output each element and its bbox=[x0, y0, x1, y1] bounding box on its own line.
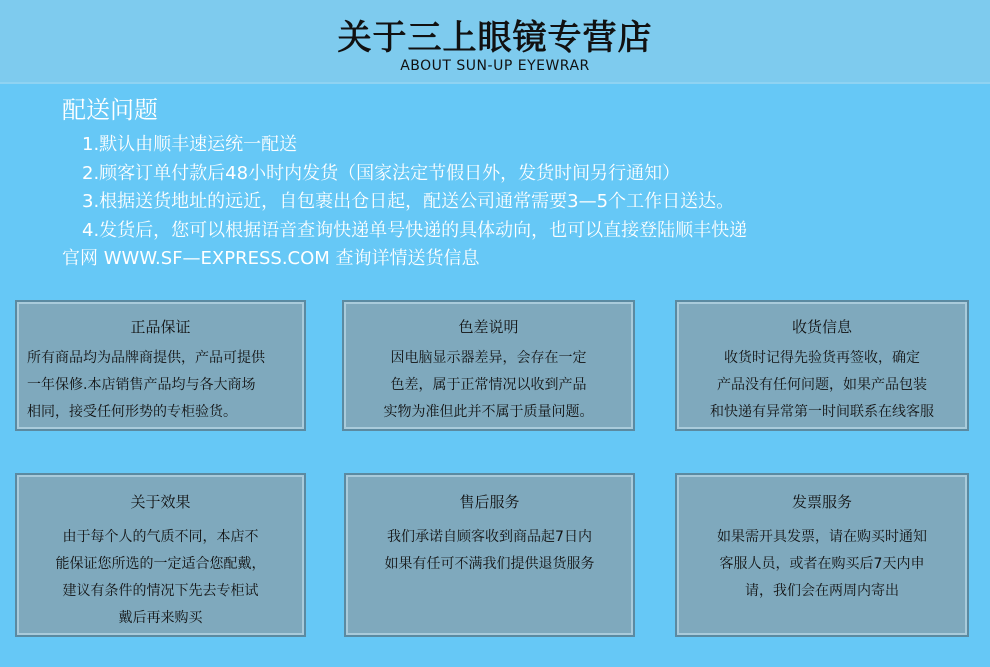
box-line: 收货时记得先验货再签收，确定 bbox=[724, 350, 920, 366]
info-box-after-sales bbox=[346, 475, 633, 635]
box-line: 一年保修.本店销售产品均与各大商场 bbox=[27, 377, 256, 393]
info-box-effect bbox=[17, 475, 304, 635]
box-title: 售后服务 bbox=[459, 493, 520, 511]
page-title: 关于三上眼镜专营店 bbox=[337, 18, 653, 58]
box-line: 相同，接受任何形势的专柜验货。 bbox=[27, 404, 237, 420]
box-line: 和快递有异常第一时间联系在线客服 bbox=[710, 404, 934, 420]
box-line: 建议有条件的情况下先去专柜试 bbox=[62, 583, 259, 599]
shipping-line: 3.根据送货地址的远近，自包裹出仓日起，配送公司通常需要3—5个工作日送达。 bbox=[82, 191, 735, 212]
box-line: 产品没有任何问题，如果产品包装 bbox=[717, 377, 927, 393]
shipping-line: 4.发货后，您可以根据语音查询快递单号快递的具体动向，也可以直接登陆顺丰快递 bbox=[82, 219, 748, 241]
box-body bbox=[679, 524, 965, 605]
box-line: 客服人员，或者在购买后7天内申 bbox=[719, 556, 925, 572]
shipping-line: 2.顾客订单付款后48小时内发货（国家法定节假日外，发货时间另行通知） bbox=[82, 162, 681, 184]
box-line: 因电脑显示器差异，会存在一定 bbox=[390, 350, 587, 366]
box-title: 发票服务 bbox=[791, 493, 852, 511]
box-line: 实物为准但此并不属于质量问题。 bbox=[383, 404, 594, 420]
box-line: 请，我们会在两周内寄出 bbox=[745, 583, 899, 599]
shipping-line: 1.默认由顺丰速运统一配送 bbox=[82, 134, 298, 155]
box-line: 我们承诺自顾客收到商品起7日内 bbox=[387, 529, 592, 545]
box-line: 所有商品均为品牌商提供，产品可提供 bbox=[27, 350, 265, 366]
shipping-section bbox=[62, 90, 922, 274]
info-box-invoice bbox=[677, 475, 967, 635]
box-line: 由于每个人的气质不同，本店不 bbox=[62, 529, 259, 545]
box-body bbox=[346, 345, 631, 426]
box-body bbox=[679, 345, 965, 426]
box-body bbox=[19, 345, 302, 426]
box-line: 能保证您所选的一定适合您配戴， bbox=[55, 556, 266, 572]
box-body bbox=[19, 524, 302, 632]
shipping-heading: 配送问题 bbox=[62, 96, 158, 124]
box-title: 收货信息 bbox=[791, 318, 852, 336]
box-line: 如果有任可不满我们提供退货服务 bbox=[384, 556, 595, 572]
box-line: 如果需开具发票，请在购买时通知 bbox=[717, 529, 927, 545]
box-line: 色差，属于正常情况以收到产品 bbox=[390, 377, 587, 393]
header-banner bbox=[0, 0, 990, 84]
box-title: 关于效果 bbox=[130, 493, 191, 511]
page-subtitle: ABOUT SUN-UP EYEWRAR bbox=[400, 58, 590, 74]
box-line: 戴后再来购买 bbox=[118, 610, 203, 626]
info-box-authentic bbox=[17, 302, 304, 429]
info-box-receiving bbox=[677, 302, 967, 429]
box-title: 色差说明 bbox=[458, 318, 519, 336]
box-body bbox=[348, 524, 631, 578]
box-title: 正品保证 bbox=[130, 318, 191, 336]
shipping-line: 官网 WWW.SF—EXPRESS.COM 查询详情送货信息 bbox=[62, 248, 480, 269]
info-box-color-difference bbox=[344, 302, 633, 429]
